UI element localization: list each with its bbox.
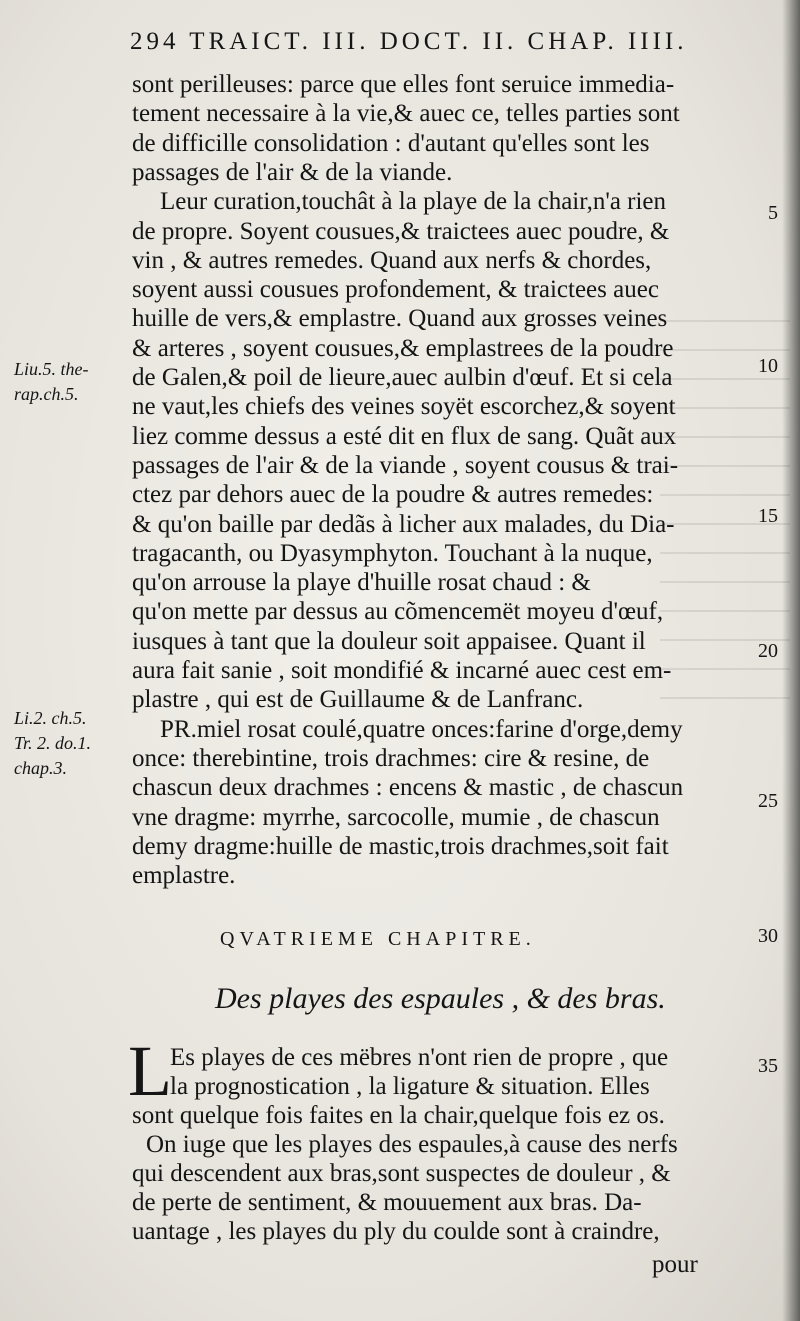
text-line: qui descendent aux bras,sont suspectes de douleur , & xyxy=(132,1160,671,1187)
text-line: chascun deux drachmes : encens & mastic , de chascun xyxy=(132,774,684,802)
text-line: sont perilleuses: parce que elles font seruice immedia- xyxy=(132,71,675,98)
line-number: 15 xyxy=(758,505,778,527)
text-line: & qu'on baille par dedãs à licher aux malades, du Dia- xyxy=(132,510,675,538)
line-number: 20 xyxy=(758,640,778,662)
running-header: 294 TRAICT. III. DOCT. II. CHAP. IIII. xyxy=(130,28,688,55)
text-line: de perte de sentiment, & mouuement aux bras. Da- xyxy=(132,1189,642,1216)
line-number: 35 xyxy=(758,1055,778,1077)
text-line: uantage , les playes du ply du coulde sont à craindre, xyxy=(132,1218,660,1245)
text-line: liez comme dessus a esté dit en flux de sang. Quãt aux xyxy=(132,422,677,450)
text-line: iusques à tant que la douleur soit appaisee. Quant il xyxy=(132,627,646,655)
text-line: aura fait sanie , soit mondifié & incarné auec cest em- xyxy=(132,657,672,684)
text-line: vne dragme: myrrhe, sarcocolle, mumie , de chascun xyxy=(132,803,660,831)
line-number: 5 xyxy=(768,202,778,224)
text-line: Leur curation,touchât à la playe de la chair,n'a rien xyxy=(160,188,667,216)
text-line: On iuge que les playes des espaules,à cause des nerfs xyxy=(146,1131,678,1158)
text-line: & arteres , soyent cousues,& emplastrees de la poudre xyxy=(132,334,674,362)
margin-note-line: Tr. 2. do.1. xyxy=(14,733,92,753)
text-line: demy dragme:huille de mastic,trois drachmes,soit fait xyxy=(132,832,669,860)
drop-cap: L xyxy=(128,1031,172,1111)
text-line: tragacanth, ou Dyasymphyton. Touchant à la nuque, xyxy=(132,539,653,567)
text-line: passages de l'air & de la viande. xyxy=(132,158,453,186)
text-line: pour xyxy=(652,1251,698,1278)
text-line: huille de vers,& emplastre. Quand aux grosses veines xyxy=(132,305,668,333)
section-title: Des playes des espaules , & des bras. xyxy=(215,982,666,1015)
text-line: once: therebintine, trois drachmes: cire & resine, de xyxy=(132,744,650,772)
margin-note-2 xyxy=(14,706,132,781)
line-number: 30 xyxy=(758,925,778,947)
line-number: 10 xyxy=(758,355,778,377)
line-number: 25 xyxy=(758,790,778,812)
text-line: soyent aussi cousues profondement, & traictees auec xyxy=(132,276,659,304)
text-line: emplastre. xyxy=(132,862,236,890)
text-line: la prognostication , la ligature & situation. Elles xyxy=(170,1073,650,1100)
text-line: de difficille consolidation : d'autant qu'elles sont les xyxy=(132,129,650,157)
margin-note-line: rap.ch.5. xyxy=(14,384,79,404)
text-line: plastre , qui est de Guillaume & de Lanfranc. xyxy=(132,686,584,714)
text-line: de propre. Soyent cousues,& traictees auec poudre, & xyxy=(132,217,670,245)
text-line: tement necessaire à la vie,& auec ce, telles parties sont xyxy=(132,100,680,128)
text-line: sont quelque fois faites en la chair,quelque fois ez os. xyxy=(132,1102,665,1129)
text-line: vin , & autres remedes. Quand aux nerfs & chordes, xyxy=(132,246,652,274)
text-line: PR.miel rosat coulé,quatre onces:farine d'orge,demy xyxy=(160,715,683,743)
text-line: ctez par dehors auec de la poudre & autres remedes: xyxy=(132,481,654,509)
text-line: passages de l'air & de la viande , soyent cousus & trai- xyxy=(132,451,679,479)
text-line: qu'on arrouse la playe d'huille rosat chaud : & xyxy=(132,569,591,597)
text-line: ne vaut,les chiefs des veines soyët escorchez,& soyent xyxy=(132,393,676,421)
chapter-heading: QVATRIEME CHAPITRE. xyxy=(220,928,536,950)
margin-note-line: Li.2. ch.5. xyxy=(14,708,87,728)
margin-note-1 xyxy=(14,357,132,407)
text-line: qu'on mette par dessus au cõmencemët moyeu d'œuf, xyxy=(132,598,664,626)
text-line: de Galen,& poil de lieure,auec aulbin d'œuf. Et si cela xyxy=(132,364,673,391)
margin-note-line: Liu.5. the- xyxy=(14,359,89,379)
text-line: Es playes de ces mëbres n'ont rien de propre , que xyxy=(170,1044,669,1071)
margin-note-line: chap.3. xyxy=(14,758,67,778)
